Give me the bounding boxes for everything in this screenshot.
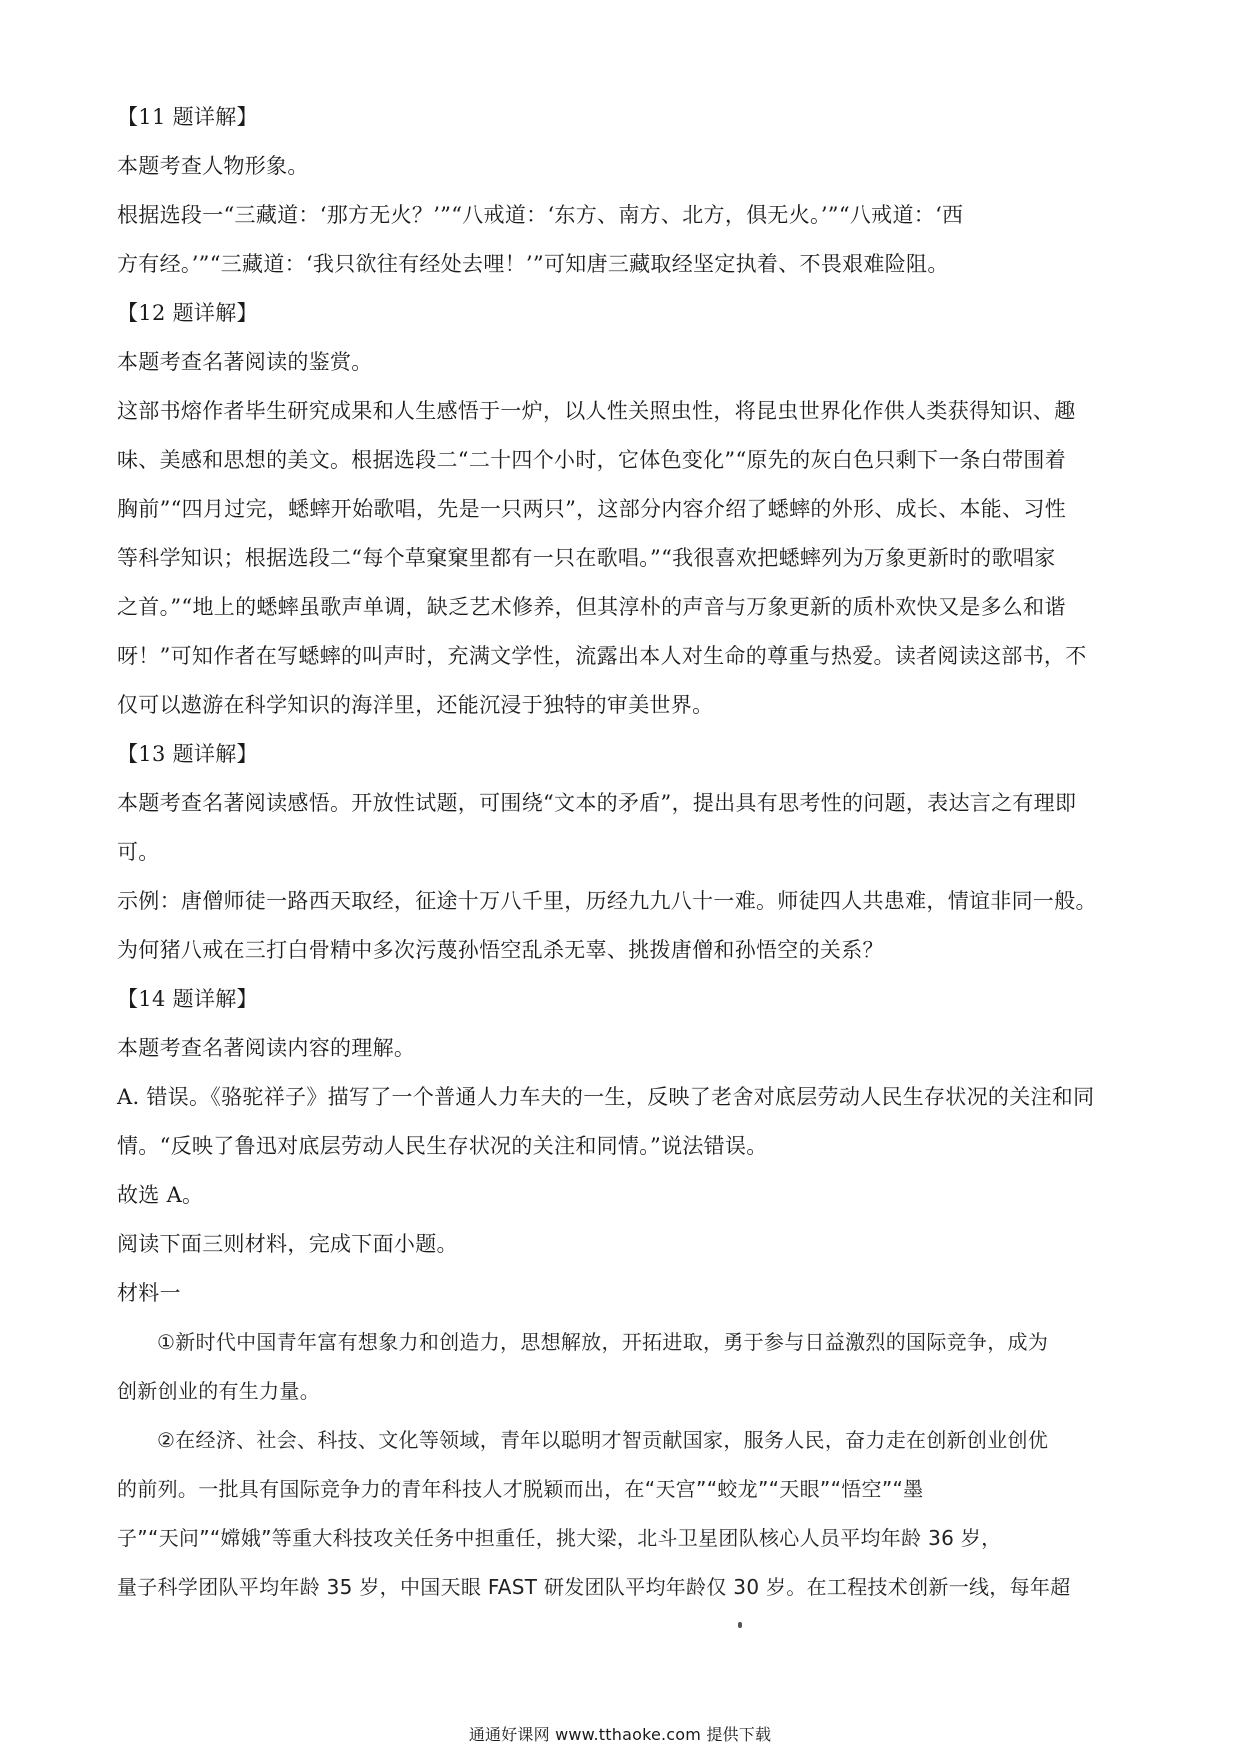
section-heading-11: 【11 题详解】 — [117, 105, 258, 129]
material-paragraph-2-line: 子”“天问”“嫦娥”等重大科技攻关任务中担重任，挑大梁，北斗卫星团队核心人员平均年龄 36 岁， — [117, 1526, 1002, 1550]
text-line: 之首。”“地上的蟋蟀虽歌声单调，缺乏艺术修养，但其淳朴的声音与万象更新的质朴欢快又是多么和谐 — [117, 595, 1066, 619]
material-paragraph-1-line: ①新时代中国青年富有想象力和创造力，思想解放，开拓进取，勇于参与日益激烈的国际竞争，成为 — [157, 1330, 1049, 1354]
text-line: 可。 — [117, 840, 160, 864]
text-line: 等科学知识；根据选段二“每个草窠窠里都有一只在歌唱。”“我很喜欢把蟋蟀列为万象更新时的歌唱家 — [117, 546, 1056, 570]
answer-line: 故选 A。 — [117, 1183, 204, 1207]
section-13-content — [117, 789, 1127, 964]
text-line: 为何猪八戒在三打白骨精中多次污蔑孙悟空乱杀无辜、挑拨唐僧和孙悟空的关系？ — [117, 938, 884, 962]
material-paragraph-2-line: 量子科学团队平均年龄 35 岁，中国天眼 FAST 研发团队平均年龄仅 30 岁。在工程技术创新一线，每年超 — [117, 1575, 1071, 1599]
section-11-content — [117, 152, 1127, 278]
page-footer: 通通好课网 www.tthaoke.com 提供下载 — [468, 1725, 772, 1744]
text-line: 根据选段一“三藏道：‘那方无火？’”“八戒道：‘东方、南方、北方，俱无火。’”“八戒道：‘西 — [117, 203, 964, 227]
text-line: 本题考查名著阅读的鉴赏。 — [117, 350, 373, 374]
section-12-content — [117, 348, 1127, 719]
material-paragraph-1-line: 创新创业的有生力量。 — [117, 1379, 320, 1403]
text-line: 胸前”“四月过完，蟋蟀开始歌唱，先是一只两只”，这部分内容介绍了蟋蟀的外形、成长、本能、习性 — [117, 497, 1067, 521]
material-one-text — [117, 1328, 1127, 1601]
instruction-line: 阅读下面三则材料，完成下面小题。 — [117, 1232, 458, 1256]
section-heading-13: 【13 题详解】 — [117, 742, 258, 766]
material-paragraph-2-line: 的前列。一批具有国际竞争力的青年科技人才脱颖而出，在“天宫”“蛟龙”“天眼”“悟空”“墨 — [117, 1477, 924, 1501]
answer-analysis-body — [117, 103, 1127, 1622]
material-label: 材料一 — [117, 1281, 181, 1305]
text-line: 仅可以遨游在科学知识的海洋里，还能沉浸于独特的审美世界。 — [117, 693, 714, 717]
text-line: 情。“反映了鲁迅对底层劳动人民生存状况的关注和同情。”说法错误。 — [117, 1134, 768, 1158]
text-line: 本题考查人物形象。 — [117, 154, 309, 178]
text-line: 味、美感和思想的美文。根据选段二“二十四个小时，它体色变化”“原先的灰白色只剩下一条白带围着 — [117, 448, 1067, 472]
section-heading-12: 【12 题详解】 — [117, 301, 258, 325]
text-line: A. 错误。《骆驼祥子》描写了一个普通人力车夫的一生，反映了老舍对底层劳动人民生存状况的关注和同 — [117, 1085, 1095, 1109]
text-line: 这部书熔作者毕生研究成果和人生感悟于一炉，以人性关照虫性，将昆虫世界化作供人类获得知识、趣 — [117, 399, 1076, 423]
text-line: 示例：唐僧师徒一路西天取经，征途十万八千里，历经九九八十一难。师徒四人共患难，情谊非同一般。 — [117, 889, 1097, 913]
text-line: 呀！”可知作者在写蟋蟀的叫声时，充满文学性，流露出本人对生命的尊重与热爱。读者阅读这部书，不 — [117, 644, 1087, 668]
text-line: 本题考查名著阅读内容的理解。 — [117, 1036, 416, 1060]
text-line: 方有经。’”“三藏道：‘我只欲往有经处去哩！’”可知唐三藏取经坚定执着、不畏艰难险阻。 — [117, 252, 949, 276]
section-14-content — [117, 1034, 1127, 1307]
material-paragraph-2-line: ②在经济、社会、科技、文化等领域，青年以聪明才智贡献国家，服务人民，奋力走在创新创业创优 — [157, 1428, 1049, 1452]
scan-dot — [738, 1622, 742, 1628]
section-heading-14: 【14 题详解】 — [117, 987, 258, 1011]
text-line: 本题考查名著阅读感悟。开放性试题，可围绕“文本的矛盾”，提出具有思考性的问题，表达言之有理即 — [117, 791, 1077, 815]
